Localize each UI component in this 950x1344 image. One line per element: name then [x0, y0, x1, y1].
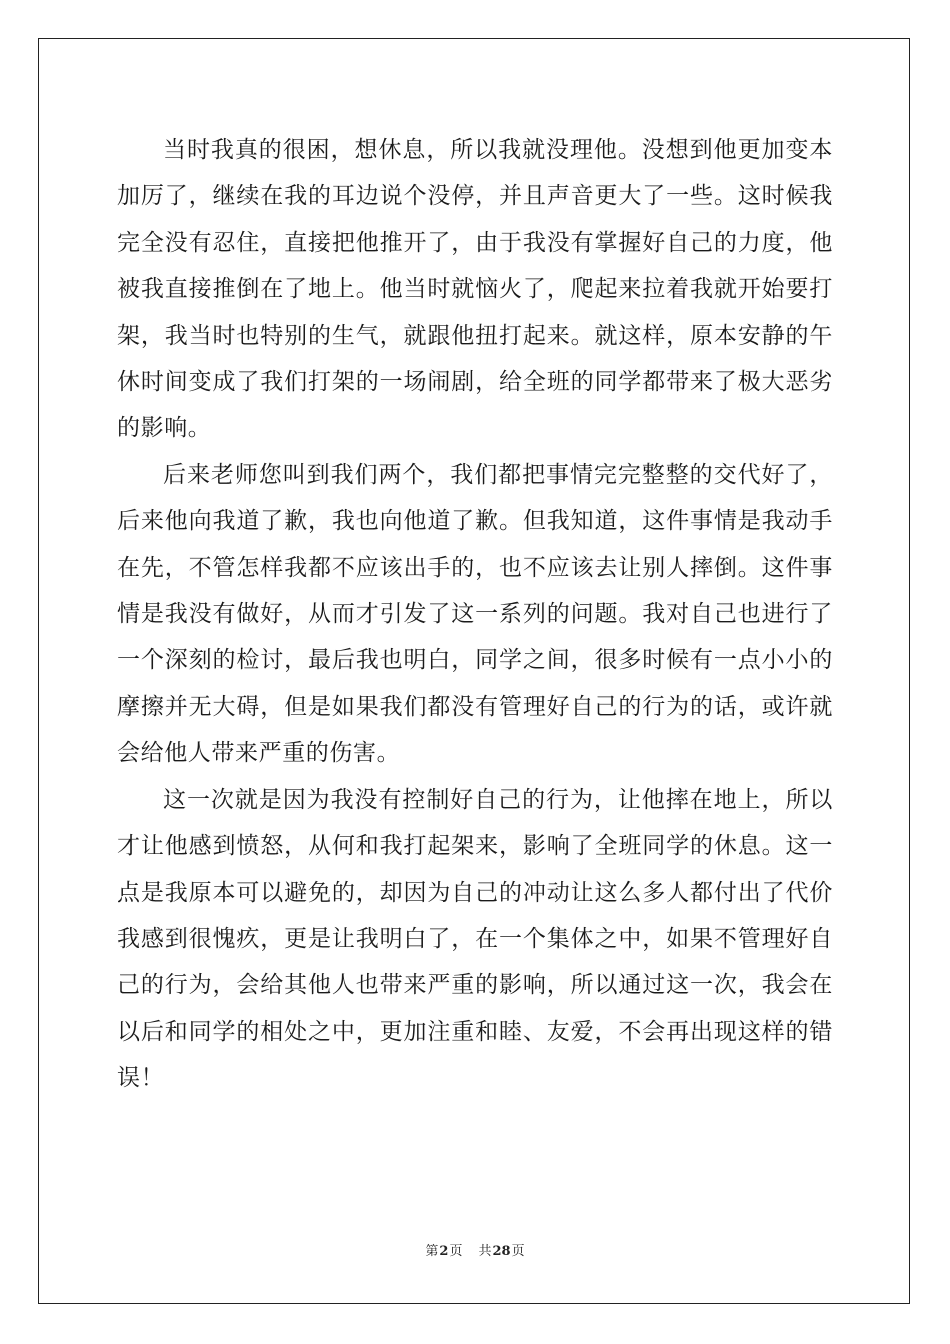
page-footer — [0, 1240, 950, 1259]
document-body — [117, 127, 833, 1102]
total-prefix: 共 — [478, 1244, 492, 1259]
paragraph-2: 后来老师您叫到我们两个，我们都把事情完完整整的交代好了，后来他向我道了歉，我也向他道了歉。但我知道，这件事情是我动手在先，不管怎样我都不应该出手的，也不应该去让别人摔倒。这件事情是我没有做好，从而才引发了这一系列的问题。我对自己也进行了一个深刻的检讨，最后我也明白，同学之间，很多时候有一点小小的摩擦并无大碍，但是如果我们都没有管理好自己的行为的话，或许就会给他人带来严重的伤害。 — [117, 461, 833, 767]
page-number: 2 — [439, 1244, 449, 1259]
total-suffix: 页 — [511, 1244, 525, 1259]
total-pages: 28 — [492, 1244, 511, 1259]
page-prefix: 第 — [425, 1244, 439, 1259]
paragraph-1: 当时我真的很困，想休息，所以我就没理他。没想到他更加变本加厉了，继续在我的耳边说个没停，并且声音更大了一些。这时候我完全没有忍住，直接把他推开了，由于我没有掌握好自己的力度，他被我直接推倒在了地上。他当时就恼火了，爬起来拉着我就开始要打架，我当时也特别的生气，就跟他扭打起来。就这样，原本安静的午休时间变成了我们打架的一场闹剧，给全班的同学都带来了极大恶劣的影响。 — [117, 137, 833, 442]
paragraph-3: 这一次就是因为我没有控制好自己的行为，让他摔在地上，所以才让他感到愤怒，从何和我打起架来，影响了全班同学的休息。这一点是我原本可以避免的，却因为自己的冲动让这么多人都付出了代价我感到很愧疚，更是让我明白了，在一个集体之中，如果不管理好自己的行为，会给其他人也带来严重的影响，所以通过这一次，我会在以后和同学的相处之中，更加注重和睦、友爱，不会再出现这样的错误！ — [117, 786, 833, 1092]
page-suffix: 页 — [449, 1244, 463, 1259]
